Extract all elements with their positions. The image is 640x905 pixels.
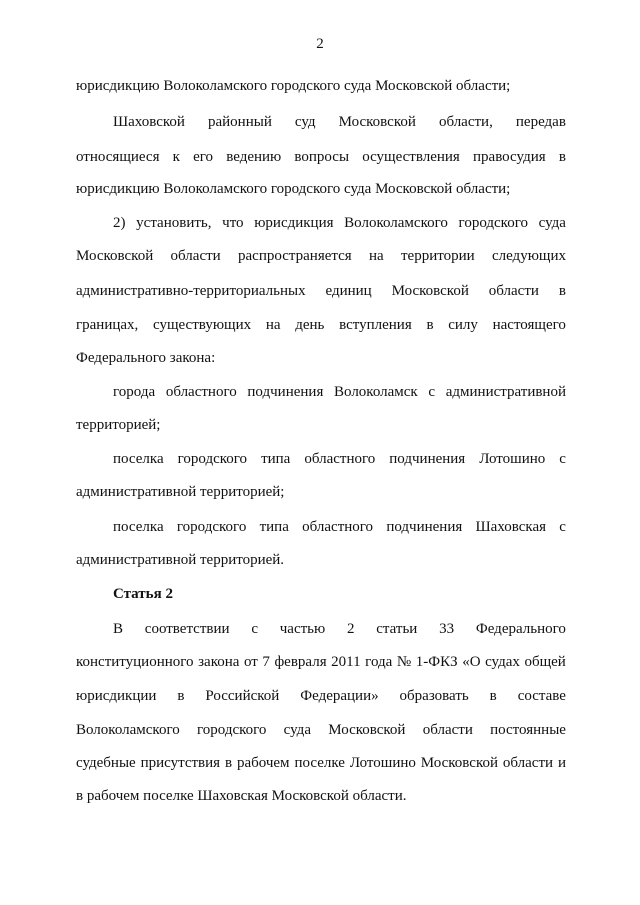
text-line: административно-территориальных единиц Московской области в (76, 283, 566, 299)
page-number: 2 (316, 36, 324, 52)
text-line: поселка городского типа областного подчинения Шаховская с (113, 519, 566, 535)
text-line: 2) установить, что юрисдикция Волоколамского городского суда (113, 215, 566, 231)
text-line: В соответствии с частью 2 статьи 33 Федерального (113, 621, 566, 637)
text-line: юрисдикцию Волоколамского городского суда Московской области; (76, 181, 511, 197)
article-heading: Статья 2 (113, 586, 173, 602)
text-line: в рабочем поселке Шаховская Московской области. (76, 788, 407, 804)
text-line: юрисдикции в Российской Федерации» образовать в составе (76, 688, 566, 704)
text-line: Шаховской районный суд Московской области, передав (113, 114, 566, 130)
text-line: судебные присутствия в рабочем поселке Лотошино Московской области и (76, 755, 566, 771)
text-line: территорией; (76, 417, 161, 433)
text-line: Федерального закона: (76, 350, 216, 366)
text-line: юрисдикцию Волоколамского городского суда Московской области; (76, 78, 511, 94)
text-line: административной территорией; (76, 484, 285, 500)
text-line: административной территорией. (76, 552, 285, 568)
text-line: Московской области распространяется на территории следующих (76, 248, 566, 264)
text-line: границах, существующих на день вступления в силу настоящего (76, 317, 566, 333)
text-line: Волоколамского городского суда Московской области постоянные (76, 722, 566, 738)
text-line: относящиеся к его ведению вопросы осуществления правосудия в (76, 149, 566, 165)
text-line: поселка городского типа областного подчинения Лотошино с (113, 451, 566, 467)
text-line: города областного подчинения Волоколамск с административной (113, 384, 566, 400)
text-line: конституционного закона от 7 февраля 2011 года № 1-ФКЗ «О судах общей (76, 654, 566, 670)
